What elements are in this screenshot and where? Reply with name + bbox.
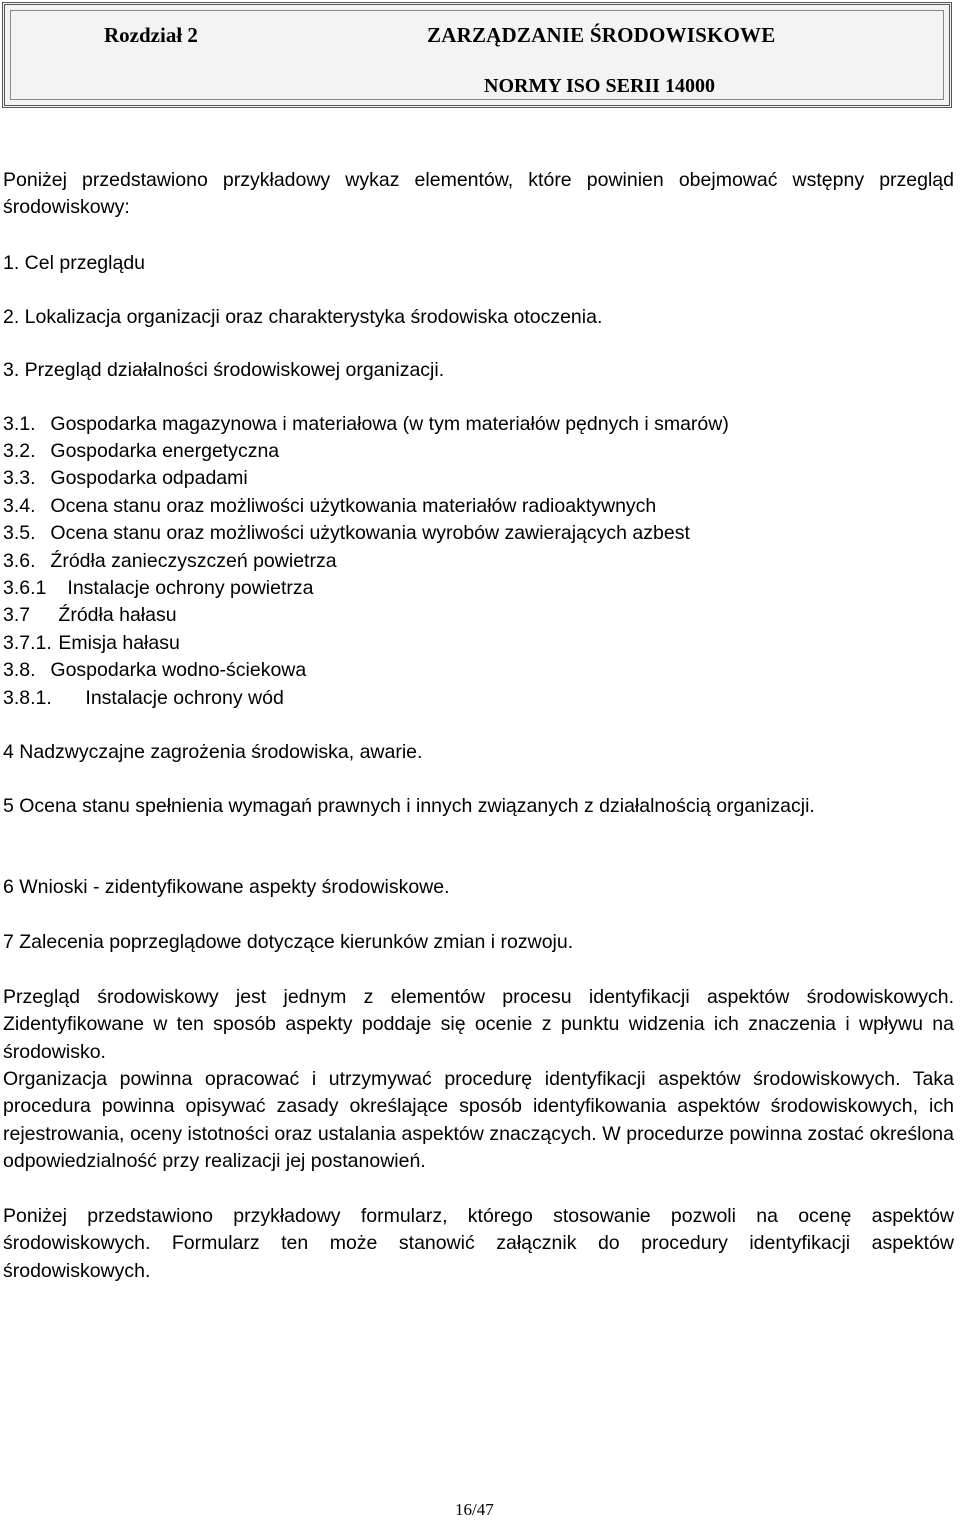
- sub-item-3-2: [3, 438, 279, 465]
- sub-item-text: Gospodarka odpadami: [50, 467, 248, 489]
- list-item-4: 4 Nadzwyczajne zagrożenia środowiska, awarie.: [3, 741, 423, 763]
- sub-item-number: 3.5.: [3, 522, 36, 544]
- list-item-5-text: 5 Ocena stanu spełnienia wymagań prawnych i innych związanych z działalnością organizacji.: [3, 795, 815, 817]
- sub-item-number: 3.7.1.: [3, 632, 52, 654]
- sub-item-3-3: [3, 465, 248, 492]
- sub-item-number: 3.6.: [3, 550, 36, 572]
- sub-item-3-6-1: [3, 575, 313, 602]
- list-item-6: 6 Wnioski - zidentyfikowane aspekty środowiskowe.: [3, 876, 450, 898]
- sub-item-3-7: [3, 602, 177, 629]
- intro-text: Poniżej przedstawiono przykładowy wykaz elementów, które powinien obejmować wstępny przegląd środowiskowy:: [3, 169, 954, 219]
- sub-item-number: 3.2.: [3, 440, 36, 462]
- sub-item-number: 3.1.: [3, 413, 36, 435]
- list-item-3: 3. Przegląd działalności środowiskowej organizacji.: [3, 359, 445, 381]
- sub-item-number: 3.3.: [3, 467, 36, 489]
- sub-item-3-5: [3, 520, 690, 547]
- chapter-title: ZARZĄDZANIE ŚRODOWISKOWE: [427, 23, 776, 47]
- paragraph-3-text: Poniżej przedstawiono przykładowy formularz, którego stosowanie pozwoli na ocenę aspektów środowiskowych. Formularz ten może stanowić załącznik do procedury identyfikacji aspektów środowiskowych.: [3, 1205, 954, 1282]
- sub-item-number: 3.8.1.: [3, 687, 52, 709]
- sub-item-text: Emisja hałasu: [58, 632, 180, 654]
- intro-paragraph: [3, 167, 954, 222]
- paragraph-1-text: Przegląd środowiskowy jest jednym z elementów procesu identyfikacji aspektów środowiskowych. Zidentyfikowane w ten sposób aspekty poddaje się ocenie z punktu widzenia ich znaczenia i wpływu na środowisko.: [3, 986, 954, 1063]
- page-number: 16/47: [455, 1500, 494, 1519]
- sub-item-text: Źródła zanieczyszczeń powietrza: [50, 550, 337, 572]
- paragraph-1: [3, 984, 954, 1066]
- sub-item-3-6: [3, 548, 337, 575]
- sub-item-number: 3.4.: [3, 495, 36, 517]
- list-item-7: 7 Zalecenia poprzeglądowe dotyczące kierunków zmian i rozwoju.: [3, 931, 574, 953]
- sub-item-text: Źródła hałasu: [58, 604, 177, 626]
- paragraph-2: [3, 1066, 954, 1175]
- sub-item-3-1: [3, 411, 729, 438]
- sub-item-text: Instalacje ochrony wód: [85, 687, 284, 709]
- sub-item-text: Gospodarka energetyczna: [50, 440, 280, 462]
- chapter-label: Rozdział 2: [104, 23, 198, 47]
- sub-item-number: 3.8.: [3, 659, 36, 681]
- list-item-5: [3, 793, 954, 820]
- sub-item-number: 3.6.1: [3, 577, 47, 599]
- sub-item-number: 3.7: [3, 604, 31, 626]
- sub-item-text: Instalacje ochrony powietrza: [67, 577, 314, 599]
- sub-item-3-8: [3, 657, 306, 684]
- sub-item-3-4: [3, 493, 656, 520]
- sub-item-3-8-1: [3, 685, 284, 712]
- sub-item-text: Gospodarka magazynowa i materiałowa (w tym materiałów pędnych i smarów): [50, 413, 729, 435]
- list-item-2: 2. Lokalizacja organizacji oraz charakterystyka środowiska otoczenia.: [3, 306, 603, 328]
- sub-item-text: Ocena stanu oraz możliwości użytkowania materiałów radioaktywnych: [50, 495, 657, 517]
- chapter-subtitle: NORMY ISO SERII 14000: [484, 75, 715, 97]
- list-item-1: 1. Cel przeglądu: [3, 252, 146, 274]
- sub-item-text: Gospodarka wodno-ściekowa: [50, 659, 307, 681]
- sub-item-text: Ocena stanu oraz możliwości użytkowania wyrobów zawierających azbest: [50, 522, 690, 544]
- paragraph-3: [3, 1203, 954, 1285]
- paragraph-2-text: Organizacja powinna opracować i utrzymywać procedurę identyfikacji aspektów środowiskowych. Taka procedura powinna opisywać zasady określające sposób identyfikowania aspektów środowiskowych, ich rejestrowania, oceny istotności oraz ustalania aspektów znaczących. W procedurze powinna zostać określona odpowiedzialność przy realizacji jej postanowień.: [3, 1068, 954, 1172]
- sub-item-3-7-1: [3, 630, 180, 657]
- chapter-header-box: [2, 2, 952, 108]
